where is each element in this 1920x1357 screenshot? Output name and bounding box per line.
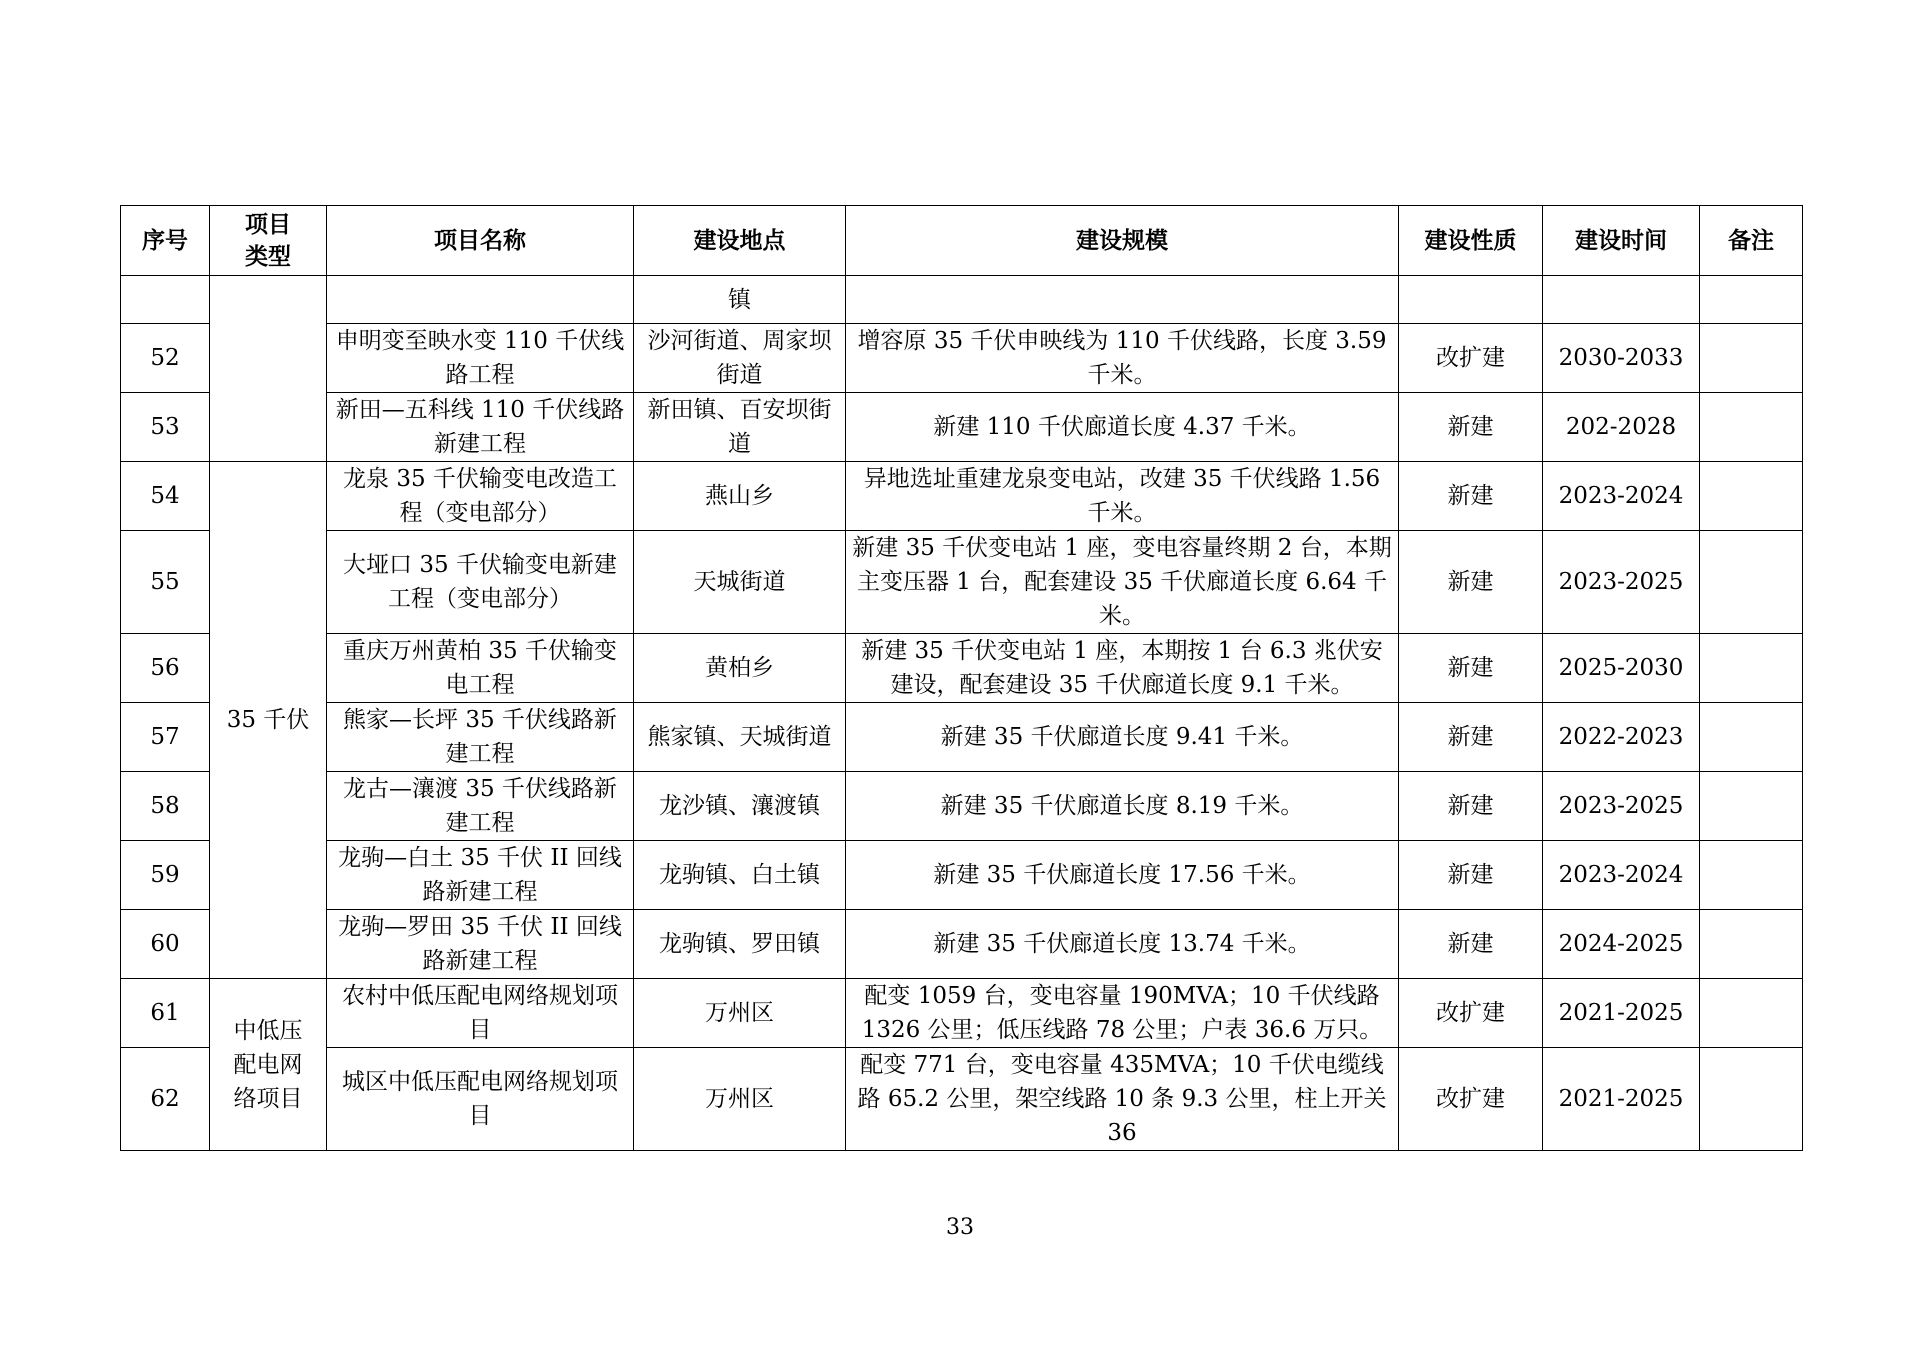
cell-period: 2023-2025 [1543, 531, 1700, 634]
cell-remarks [1700, 462, 1803, 531]
cell-scale: 配变 771 台，变电容量 435MVA；10 千伏电缆线路 65.2 公里，架空线路 10 条 9.3 公里，柱上开关 36 [846, 1048, 1399, 1151]
cell-name: 大垭口 35 千伏输变电新建工程（变电部分） [327, 531, 634, 634]
cell-index [121, 276, 210, 324]
cell-nature: 新建 [1399, 910, 1543, 979]
cell-index: 52 [121, 324, 210, 393]
cell-index: 55 [121, 531, 210, 634]
cell-nature: 新建 [1399, 531, 1543, 634]
cell-scale: 新建 110 千伏廊道长度 4.37 千米。 [846, 393, 1399, 462]
cell-nature: 新建 [1399, 703, 1543, 772]
cell-scale: 新建 35 千伏变电站 1 座，变电容量终期 2 台，本期主变压器 1 台，配套建设 35 千伏廊道长度 6.64 千米。 [846, 531, 1399, 634]
table-row [121, 393, 1803, 462]
cell-location: 镇 [634, 276, 846, 324]
table-row [121, 979, 1803, 1048]
cell-index: 58 [121, 772, 210, 841]
table-row [121, 841, 1803, 910]
cell-remarks [1700, 1048, 1803, 1151]
table-row [121, 703, 1803, 772]
cell-nature: 新建 [1399, 841, 1543, 910]
header-name: 项目名称 [327, 206, 634, 276]
table-row [121, 1048, 1803, 1151]
cell-index: 60 [121, 910, 210, 979]
cell-nature: 新建 [1399, 393, 1543, 462]
header-index: 序号 [121, 206, 210, 276]
header-scale: 建设规模 [846, 206, 1399, 276]
cell-remarks [1700, 979, 1803, 1048]
cell-type-distribution: 中低压配电网络项目 [210, 979, 327, 1151]
cell-index: 56 [121, 634, 210, 703]
cell-name: 农村中低压配电网络规划项目 [327, 979, 634, 1048]
cell-remarks [1700, 772, 1803, 841]
header-location: 建设地点 [634, 206, 846, 276]
cell-period: 2021-2025 [1543, 1048, 1700, 1151]
cell-period: 2021-2025 [1543, 979, 1700, 1048]
header-nature: 建设性质 [1399, 206, 1543, 276]
cell-nature [1399, 276, 1543, 324]
cell-nature: 改扩建 [1399, 324, 1543, 393]
cell-nature: 改扩建 [1399, 979, 1543, 1048]
cell-name: 龙泉 35 千伏输变电改造工程（变电部分） [327, 462, 634, 531]
table-header-row [121, 206, 1803, 276]
cell-period: 2030-2033 [1543, 324, 1700, 393]
cell-index: 57 [121, 703, 210, 772]
cell-name: 龙驹—罗田 35 千伏 II 回线路新建工程 [327, 910, 634, 979]
cell-remarks [1700, 276, 1803, 324]
project-table [120, 205, 1803, 1151]
cell-remarks [1700, 841, 1803, 910]
cell-index: 59 [121, 841, 210, 910]
cell-location: 龙驹镇、罗田镇 [634, 910, 846, 979]
page-number: 33 [946, 1215, 974, 1240]
cell-type-35kv: 35 千伏 [210, 462, 327, 979]
table-row [121, 634, 1803, 703]
cell-period: 2023-2025 [1543, 772, 1700, 841]
cell-nature: 新建 [1399, 634, 1543, 703]
cell-remarks [1700, 703, 1803, 772]
cell-remarks [1700, 634, 1803, 703]
cell-scale: 配变 1059 台，变电容量 190MVA；10 千伏线路 1326 公里；低压线路 78 公里；户表 36.6 万只。 [846, 979, 1399, 1048]
cell-nature: 新建 [1399, 772, 1543, 841]
cell-scale: 新建 35 千伏廊道长度 13.74 千米。 [846, 910, 1399, 979]
cell-remarks [1700, 324, 1803, 393]
cell-period: 2023-2024 [1543, 841, 1700, 910]
cell-remarks [1700, 910, 1803, 979]
cell-nature: 新建 [1399, 462, 1543, 531]
table-row [121, 531, 1803, 634]
cell-remarks [1700, 393, 1803, 462]
header-remarks: 备注 [1700, 206, 1803, 276]
cell-period [1543, 276, 1700, 324]
cell-location: 燕山乡 [634, 462, 846, 531]
header-period: 建设时间 [1543, 206, 1700, 276]
cell-name: 新田—五科线 110 千伏线路新建工程 [327, 393, 634, 462]
cell-period: 202-2028 [1543, 393, 1700, 462]
cell-name: 龙古—瀼渡 35 千伏线路新建工程 [327, 772, 634, 841]
cell-remarks [1700, 531, 1803, 634]
table-row [121, 772, 1803, 841]
cell-period: 2024-2025 [1543, 910, 1700, 979]
cell-location: 天城街道 [634, 531, 846, 634]
cell-scale: 新建 35 千伏廊道长度 8.19 千米。 [846, 772, 1399, 841]
table-row [121, 462, 1803, 531]
cell-location: 龙沙镇、瀼渡镇 [634, 772, 846, 841]
cell-name: 龙驹—白土 35 千伏 II 回线路新建工程 [327, 841, 634, 910]
cell-index: 61 [121, 979, 210, 1048]
cell-name [327, 276, 634, 324]
cell-scale [846, 276, 1399, 324]
cell-location: 沙河街道、周家坝街道 [634, 324, 846, 393]
cell-scale: 异地选址重建龙泉变电站，改建 35 千伏线路 1.56 千米。 [846, 462, 1399, 531]
cell-location: 万州区 [634, 1048, 846, 1151]
cell-index: 53 [121, 393, 210, 462]
cell-type-110kv-continued [210, 276, 327, 462]
cell-location: 新田镇、百安坝街道 [634, 393, 846, 462]
cell-name: 重庆万州黄柏 35 千伏输变电工程 [327, 634, 634, 703]
cell-location: 万州区 [634, 979, 846, 1048]
cell-location: 龙驹镇、白土镇 [634, 841, 846, 910]
cell-name: 城区中低压配电网络规划项目 [327, 1048, 634, 1151]
cell-scale: 新建 35 千伏廊道长度 17.56 千米。 [846, 841, 1399, 910]
cell-scale: 增容原 35 千伏申映线为 110 千伏线路，长度 3.59 千米。 [846, 324, 1399, 393]
cell-period: 2025-2030 [1543, 634, 1700, 703]
table-row-continuation [121, 276, 1803, 324]
cell-nature: 改扩建 [1399, 1048, 1543, 1151]
cell-scale: 新建 35 千伏变电站 1 座，本期按 1 台 6.3 兆伏安建设，配套建设 35 千伏廊道长度 9.1 千米。 [846, 634, 1399, 703]
cell-name: 申明变至映水变 110 千伏线路工程 [327, 324, 634, 393]
table-row [121, 910, 1803, 979]
cell-location: 黄柏乡 [634, 634, 846, 703]
cell-period: 2023-2024 [1543, 462, 1700, 531]
cell-index: 62 [121, 1048, 210, 1151]
cell-location: 熊家镇、天城街道 [634, 703, 846, 772]
cell-name: 熊家—长坪 35 千伏线路新建工程 [327, 703, 634, 772]
cell-index: 54 [121, 462, 210, 531]
header-type: 项目类型 [210, 206, 327, 276]
cell-period: 2022-2023 [1543, 703, 1700, 772]
cell-scale: 新建 35 千伏廊道长度 9.41 千米。 [846, 703, 1399, 772]
table-row [121, 324, 1803, 393]
